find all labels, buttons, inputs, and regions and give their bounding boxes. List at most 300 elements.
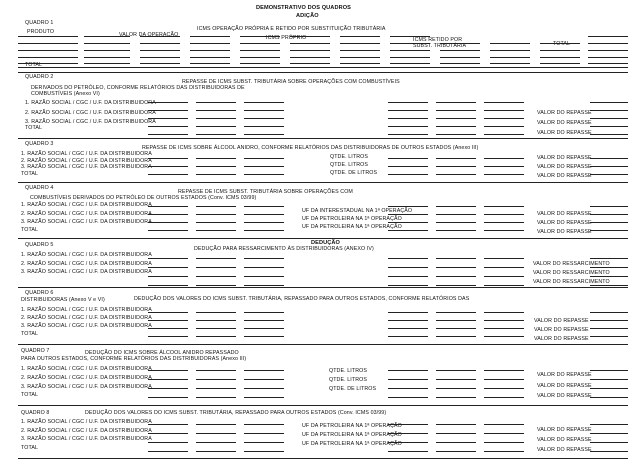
blank-line: [196, 166, 236, 167]
blank-line: [244, 433, 284, 434]
blank-line: [388, 276, 428, 277]
q7-label: QUADRO 7: [21, 348, 50, 354]
q3-label: QUADRO 3: [25, 141, 54, 147]
q7-heading-1: DEDUÇÃO DO ICMS SOBRE ÁLCOOL ANIDRO REPASSADO: [85, 350, 239, 356]
blank-line: [244, 370, 284, 371]
q3-litros-3: QTDE. DE LITROS: [330, 170, 378, 176]
blank-line: [196, 370, 236, 371]
blank-line: [240, 36, 280, 37]
blank-line: [440, 43, 480, 44]
q5-row-3: 3. RAZÃO SOCIAL / CGC / U.F. DA DISTRIBUIDORA: [21, 269, 152, 275]
blank-line: [436, 166, 476, 167]
blank-line: [388, 267, 428, 268]
blank-line: [340, 36, 380, 37]
q5-row-1: 1. RAZÃO SOCIAL / CGC / U.F. DA DISTRIBUIDORA: [21, 252, 152, 258]
blank-line: [244, 118, 284, 119]
blank-line: [590, 258, 628, 259]
q8-total-label: TOTAL: [21, 445, 39, 451]
blank-line: [196, 424, 236, 425]
blank-line: [436, 230, 476, 231]
q4-total-label: TOTAL: [21, 227, 39, 233]
blank-line: [590, 222, 628, 223]
blank-line: [436, 312, 476, 313]
blank-line: [148, 276, 188, 277]
q2-row-1: 1. RAZÃO SOCIAL / CGC / U.F. DA DISTRIBUIDORA: [25, 100, 156, 106]
blank-line: [196, 267, 236, 268]
q5-sub: DEDUÇÃO: [311, 240, 340, 246]
blank-line: [196, 451, 236, 452]
blank-line: [148, 118, 188, 119]
blank-line: [436, 336, 476, 337]
q3-row-2: 2. RAZÃO SOCIAL / CGC / U.F. DA DISTRIBUIDORA: [21, 158, 152, 164]
blank-line: [196, 222, 236, 223]
blank-line: [484, 379, 524, 380]
blank-line: [244, 320, 284, 321]
blank-line: [436, 206, 476, 207]
blank-line: [540, 50, 580, 51]
blank-line: [590, 312, 628, 313]
blank-line: [590, 388, 628, 389]
blank-line: [244, 424, 284, 425]
blank-line: [148, 312, 188, 313]
blank-line: [388, 118, 428, 119]
blank-line: [148, 388, 188, 389]
q8-row-1: 1. RAZÃO SOCIAL / CGC / U.F. DA DISTRIBUIDORA: [21, 419, 152, 425]
q5-valor-3: VALOR DO RESSARCIMENTO: [533, 279, 610, 285]
blank-line: [244, 379, 284, 380]
blank-line: [388, 230, 428, 231]
blank-line: [84, 63, 130, 64]
q3-total-label: TOTAL: [21, 171, 39, 177]
blank-line: [244, 267, 284, 268]
blank-line: [148, 158, 188, 159]
blank-line: [190, 50, 230, 51]
blank-line: [18, 287, 628, 288]
form-title: DEMONSTRATIVO DOS QUADROS: [256, 5, 352, 11]
q7-heading-2: PARA OUTROS ESTADOS, CONFORME RELATÓRIOS DAS DISTRIBUIDORAS (Anexo III): [21, 356, 247, 362]
blank-line: [484, 276, 524, 277]
blank-line: [490, 50, 530, 51]
q4-uf-3: UF DA PETROLEIRA NA 1ª OPERAÇÃO: [302, 224, 402, 230]
blank-line: [244, 397, 284, 398]
blank-line: [484, 370, 524, 371]
q4-heading-1: REPASSE DE ICMS SUBST. TRIBUTÁRIA SOBRE OPERAÇÕES COM: [178, 189, 353, 195]
q6-valor-1: VALOR DO REPASSE: [534, 318, 589, 324]
blank-line: [196, 328, 236, 329]
q8-heading: DEDUÇÃO DOS VALORES DO ICMS SUBST. TRIBUTÁRIA, REPASSADO PARA OUTROS ESTADOS (Conv. ICMS 03/99): [85, 410, 387, 416]
blank-line: [388, 110, 428, 111]
blank-line: [540, 43, 580, 44]
blank-line: [388, 285, 428, 286]
q5-label: QUADRO 5: [25, 242, 54, 248]
blank-line: [196, 285, 236, 286]
q7-valor-2: VALOR DO REPASSE: [537, 383, 592, 389]
blank-line: [484, 214, 524, 215]
blank-line: [436, 222, 476, 223]
blank-line: [436, 158, 476, 159]
blank-line: [244, 276, 284, 277]
blank-line: [196, 214, 236, 215]
q2-valor-1: VALOR DO REPASSE: [537, 110, 592, 116]
blank-line: [388, 158, 428, 159]
blank-line: [588, 63, 628, 64]
blank-line: [148, 336, 188, 337]
blank-line: [590, 433, 628, 434]
q3-valor-1: VALOR DO REPASSE: [537, 155, 592, 161]
blank-line: [196, 134, 236, 135]
blank-line: [388, 214, 428, 215]
blank-line: [390, 57, 430, 58]
blank-line: [196, 320, 236, 321]
blank-line: [290, 57, 330, 58]
blank-line: [590, 102, 628, 103]
blank-line: [148, 174, 188, 175]
blank-line: [148, 424, 188, 425]
blank-line: [240, 50, 280, 51]
blank-line: [18, 43, 78, 44]
q6-valor-3: VALOR DO REPASSE: [534, 336, 589, 342]
blank-line: [290, 50, 330, 51]
blank-line: [484, 267, 524, 268]
blank-line: [388, 424, 428, 425]
blank-line: [196, 388, 236, 389]
blank-line: [84, 57, 130, 58]
q8-valor-1: VALOR DO REPASSE: [537, 427, 592, 433]
q3-valor-2: VALOR DO REPASSE: [537, 164, 592, 170]
blank-line: [436, 134, 476, 135]
blank-line: [484, 442, 524, 443]
form-subtitle: ADIÇÃO: [296, 13, 319, 19]
blank-line: [148, 166, 188, 167]
q7-valor-3: VALOR DO REPASSE: [537, 393, 592, 399]
q5-row-2: 2. RAZÃO SOCIAL / CGC / U.F. DA DISTRIBUIDORA: [21, 261, 152, 267]
blank-line: [148, 379, 188, 380]
q6-row-3: 3. RAZÃO SOCIAL / CGC / U.F. DA DISTRIBUIDORA: [21, 323, 152, 329]
q4-row-2: 2. RAZÃO SOCIAL / CGC / U.F. DA DISTRIBUIDORA: [21, 211, 152, 217]
blank-line: [388, 397, 428, 398]
blank-line: [436, 328, 476, 329]
q8-label: QUADRO 8: [21, 410, 50, 416]
blank-line: [440, 63, 480, 64]
blank-line: [490, 63, 530, 64]
q2-row-3: 3. RAZÃO SOCIAL / CGC / U.F. DA DISTRIBUIDORA: [25, 119, 156, 125]
q1-col-total: TOTAL: [553, 41, 571, 47]
blank-line: [590, 320, 628, 321]
blank-line: [388, 388, 428, 389]
blank-line: [390, 36, 430, 37]
blank-line: [436, 102, 476, 103]
blank-line: [196, 397, 236, 398]
blank-line: [18, 405, 628, 406]
q7-litros-2: QTDE. LITROS: [329, 377, 367, 383]
blank-line: [590, 174, 628, 175]
blank-line: [148, 267, 188, 268]
blank-line: [196, 174, 236, 175]
blank-line: [190, 63, 230, 64]
blank-line: [388, 174, 428, 175]
q7-row-2: 2. RAZÃO SOCIAL / CGC / U.F. DA DISTRIBUIDORA: [21, 375, 152, 381]
blank-line: [148, 102, 188, 103]
blank-line: [388, 320, 428, 321]
q3-litros-2: QTDE. LITROS: [330, 162, 368, 168]
blank-line: [436, 397, 476, 398]
q4-uf-1: UF DA INTERESTADUAL NA 1ª OPERAÇÃO: [302, 208, 413, 214]
blank-line: [540, 63, 580, 64]
blank-line: [388, 451, 428, 452]
blank-line: [84, 43, 130, 44]
blank-line: [590, 328, 628, 329]
q4-valor-3: VALOR DO REPASSE: [537, 229, 592, 235]
blank-line: [340, 43, 380, 44]
blank-line: [436, 388, 476, 389]
blank-line: [436, 174, 476, 175]
blank-line: [140, 63, 180, 64]
blank-line: [436, 214, 476, 215]
blank-line: [388, 166, 428, 167]
blank-line: [588, 43, 628, 44]
blank-line: [590, 110, 628, 111]
q7-row-1: 1. RAZÃO SOCIAL / CGC / U.F. DA DISTRIBUIDORA: [21, 366, 152, 372]
blank-line: [484, 206, 524, 207]
blank-line: [484, 388, 524, 389]
q8-uf-2: UF DA PETROLEIRA NA 1ª OPERAÇÃO: [302, 432, 402, 438]
blank-line: [590, 397, 628, 398]
blank-line: [148, 328, 188, 329]
blank-line: [148, 433, 188, 434]
blank-line: [484, 110, 524, 111]
blank-line: [148, 258, 188, 259]
q6-label: QUADRO 6: [25, 290, 54, 296]
blank-line: [388, 370, 428, 371]
blank-line: [388, 379, 428, 380]
blank-line: [18, 72, 628, 73]
q6-total-label: TOTAL: [21, 331, 39, 337]
q3-row-1: 1. RAZÃO SOCIAL / CGC / U.F. DA DISTRIBUIDORA: [21, 151, 152, 157]
blank-line: [290, 43, 330, 44]
blank-line: [244, 451, 284, 452]
q1-label: QUADRO 1: [25, 20, 54, 26]
blank-line: [388, 134, 428, 135]
q4-valor-1: VALOR DO REPASSE: [537, 211, 592, 217]
blank-line: [590, 134, 628, 135]
blank-line: [196, 158, 236, 159]
blank-line: [590, 118, 628, 119]
q2-row-2: 2. RAZÃO SOCIAL / CGC / U.F. DA DISTRIBUIDORA: [25, 110, 156, 116]
blank-line: [436, 276, 476, 277]
blank-line: [388, 222, 428, 223]
blank-line: [148, 222, 188, 223]
blank-line: [588, 36, 628, 37]
blank-line: [436, 258, 476, 259]
q2-valor-2: VALOR DO REPASSE: [537, 120, 592, 126]
blank-line: [484, 397, 524, 398]
blank-line: [190, 36, 230, 37]
blank-line: [244, 388, 284, 389]
q2-label: QUADRO 2: [25, 74, 54, 80]
blank-line: [244, 158, 284, 159]
blank-line: [244, 126, 284, 127]
blank-line: [196, 102, 236, 103]
blank-line: [240, 63, 280, 64]
blank-line: [588, 57, 628, 58]
blank-line: [590, 166, 628, 167]
blank-line: [388, 206, 428, 207]
blank-line: [140, 36, 180, 37]
blank-line: [484, 174, 524, 175]
blank-line: [388, 258, 428, 259]
blank-line: [490, 57, 530, 58]
blank-line: [484, 424, 524, 425]
blank-line: [390, 50, 430, 51]
blank-line: [18, 67, 628, 68]
blank-line: [484, 158, 524, 159]
blank-line: [436, 267, 476, 268]
blank-line: [484, 285, 524, 286]
blank-line: [196, 433, 236, 434]
blank-line: [484, 312, 524, 313]
blank-line: [244, 336, 284, 337]
q6-heading-2: DISTRIBUIDORAS (Anexo V e VI): [21, 297, 105, 303]
blank-line: [590, 336, 628, 337]
blank-line: [244, 222, 284, 223]
blank-line: [84, 36, 130, 37]
blank-line: [484, 258, 524, 259]
blank-line: [436, 433, 476, 434]
q7-litros-3: QTDE. DE LITROS: [329, 386, 377, 392]
q5-heading: DEDUÇÃO PARA RESSARCIMENTO ÀS DISTRIBUIDORAS (ANEXO IV): [194, 246, 374, 252]
blank-line: [340, 63, 380, 64]
blank-line: [196, 110, 236, 111]
q4-uf-2: UF DA PETROLEIRA NA 1ª OPERAÇÃO: [302, 216, 402, 222]
q8-row-2: 2. RAZÃO SOCIAL / CGC / U.F. DA DISTRIBUIDORA: [21, 428, 152, 434]
blank-line: [148, 134, 188, 135]
blank-line: [340, 57, 380, 58]
blank-line: [18, 138, 628, 139]
q5-valor-1: VALOR DO RESSARCIMENTO: [533, 261, 610, 267]
q7-total-label: TOTAL: [21, 392, 39, 398]
q3-heading: REPASSE DE ICMS SOBRE ÁLCOOL ANIDRO, CONFORME RELATÓRIOS DAS DISTRIBUIDORAS DE OUTROS ESTADOS (Anexo III): [142, 145, 479, 151]
q5-valor-2: VALOR DO RESSARCIMENTO: [533, 270, 610, 276]
q3-row-3: 3. RAZÃO SOCIAL / CGC / U.F. DA DISTRIBUIDORA: [21, 164, 152, 170]
blank-line: [148, 397, 188, 398]
blank-line: [590, 276, 628, 277]
blank-line: [140, 43, 180, 44]
blank-line: [588, 50, 628, 51]
blank-line: [196, 276, 236, 277]
blank-line: [244, 285, 284, 286]
blank-line: [18, 344, 628, 345]
blank-line: [590, 424, 628, 425]
q2-valor-3: VALOR DO REPASSE: [537, 130, 592, 136]
blank-line: [388, 328, 428, 329]
blank-line: [590, 285, 628, 286]
blank-line: [196, 118, 236, 119]
blank-line: [196, 442, 236, 443]
blank-line: [590, 267, 628, 268]
blank-line: [436, 126, 476, 127]
blank-line: [484, 433, 524, 434]
blank-line: [244, 312, 284, 313]
blank-line: [436, 320, 476, 321]
blank-line: [196, 379, 236, 380]
blank-line: [436, 424, 476, 425]
q8-valor-3: VALOR DO REPASSE: [537, 447, 592, 453]
blank-line: [244, 214, 284, 215]
blank-line: [590, 379, 628, 380]
blank-line: [240, 43, 280, 44]
q8-row-3: 3. RAZÃO SOCIAL / CGC / U.F. DA DISTRIBUIDORA: [21, 436, 152, 442]
blank-line: [148, 370, 188, 371]
blank-line: [484, 126, 524, 127]
q7-litros-1: QTDE. LITROS: [329, 368, 367, 374]
q8-valor-2: VALOR DO REPASSE: [537, 437, 592, 443]
blank-line: [148, 320, 188, 321]
blank-line: [244, 166, 284, 167]
blank-line: [484, 166, 524, 167]
blank-line: [490, 43, 530, 44]
blank-line: [484, 451, 524, 452]
blank-line: [84, 50, 130, 51]
q4-valor-2: VALOR DO REPASSE: [537, 220, 592, 226]
blank-line: [244, 206, 284, 207]
blank-line: [590, 206, 628, 207]
blank-line: [390, 63, 430, 64]
q2-total-label: TOTAL: [25, 125, 43, 131]
blank-line: [590, 451, 628, 452]
blank-line: [388, 126, 428, 127]
q4-label: QUADRO 4: [25, 185, 54, 191]
blank-line: [148, 206, 188, 207]
blank-line: [18, 57, 78, 58]
blank-line: [244, 174, 284, 175]
blank-line: [190, 43, 230, 44]
q4-row-1: 1. RAZÃO SOCIAL / CGC / U.F. DA DISTRIBUIDORA: [21, 202, 152, 208]
blank-line: [196, 336, 236, 337]
q1-col-icms-proprio: ICMS PRÓPRIO: [266, 35, 307, 41]
blank-line: [290, 36, 330, 37]
blank-line: [388, 312, 428, 313]
blank-line: [196, 126, 236, 127]
blank-line: [390, 43, 430, 44]
blank-line: [590, 230, 628, 231]
blank-line: [436, 370, 476, 371]
blank-line: [436, 110, 476, 111]
blank-line: [18, 182, 628, 183]
blank-line: [388, 336, 428, 337]
blank-line: [436, 379, 476, 380]
blank-line: [484, 320, 524, 321]
q7-row-3: 3. RAZÃO SOCIAL / CGC / U.F. DA DISTRIBUIDORA: [21, 384, 152, 390]
q3-litros-1: QTDE. LITROS: [330, 154, 368, 160]
blank-line: [148, 285, 188, 286]
q3-valor-3: VALOR DO REPASSE: [537, 173, 592, 179]
blank-line: [244, 328, 284, 329]
blank-line: [244, 110, 284, 111]
q2-heading-3: COMBUSTÍVEIS (Anexo VI): [31, 91, 100, 97]
blank-line: [590, 370, 628, 371]
q4-row-3: 3. RAZÃO SOCIAL / CGC / U.F. DA DISTRIBUIDORA: [21, 219, 152, 225]
blank-line: [244, 134, 284, 135]
blank-line: [388, 442, 428, 443]
q2-heading-2: DERIVADOS DO PETRÓLEO, CONFORME RELATÓRIOS DAS DISTRIBUIDORAS DE: [31, 85, 245, 91]
blank-line: [196, 206, 236, 207]
q6-heading-1: DEDUÇÃO DOS VALORES DO ICMS SUBST. TRIBUTÁRIA, REPASSADO PARA OUTROS ESTADOS, CONFORME RELATÓRIOS DAS: [134, 296, 470, 302]
blank-line: [484, 222, 524, 223]
blank-line: [590, 442, 628, 443]
blank-line: [436, 285, 476, 286]
blank-line: [590, 214, 628, 215]
blank-line: [484, 102, 524, 103]
